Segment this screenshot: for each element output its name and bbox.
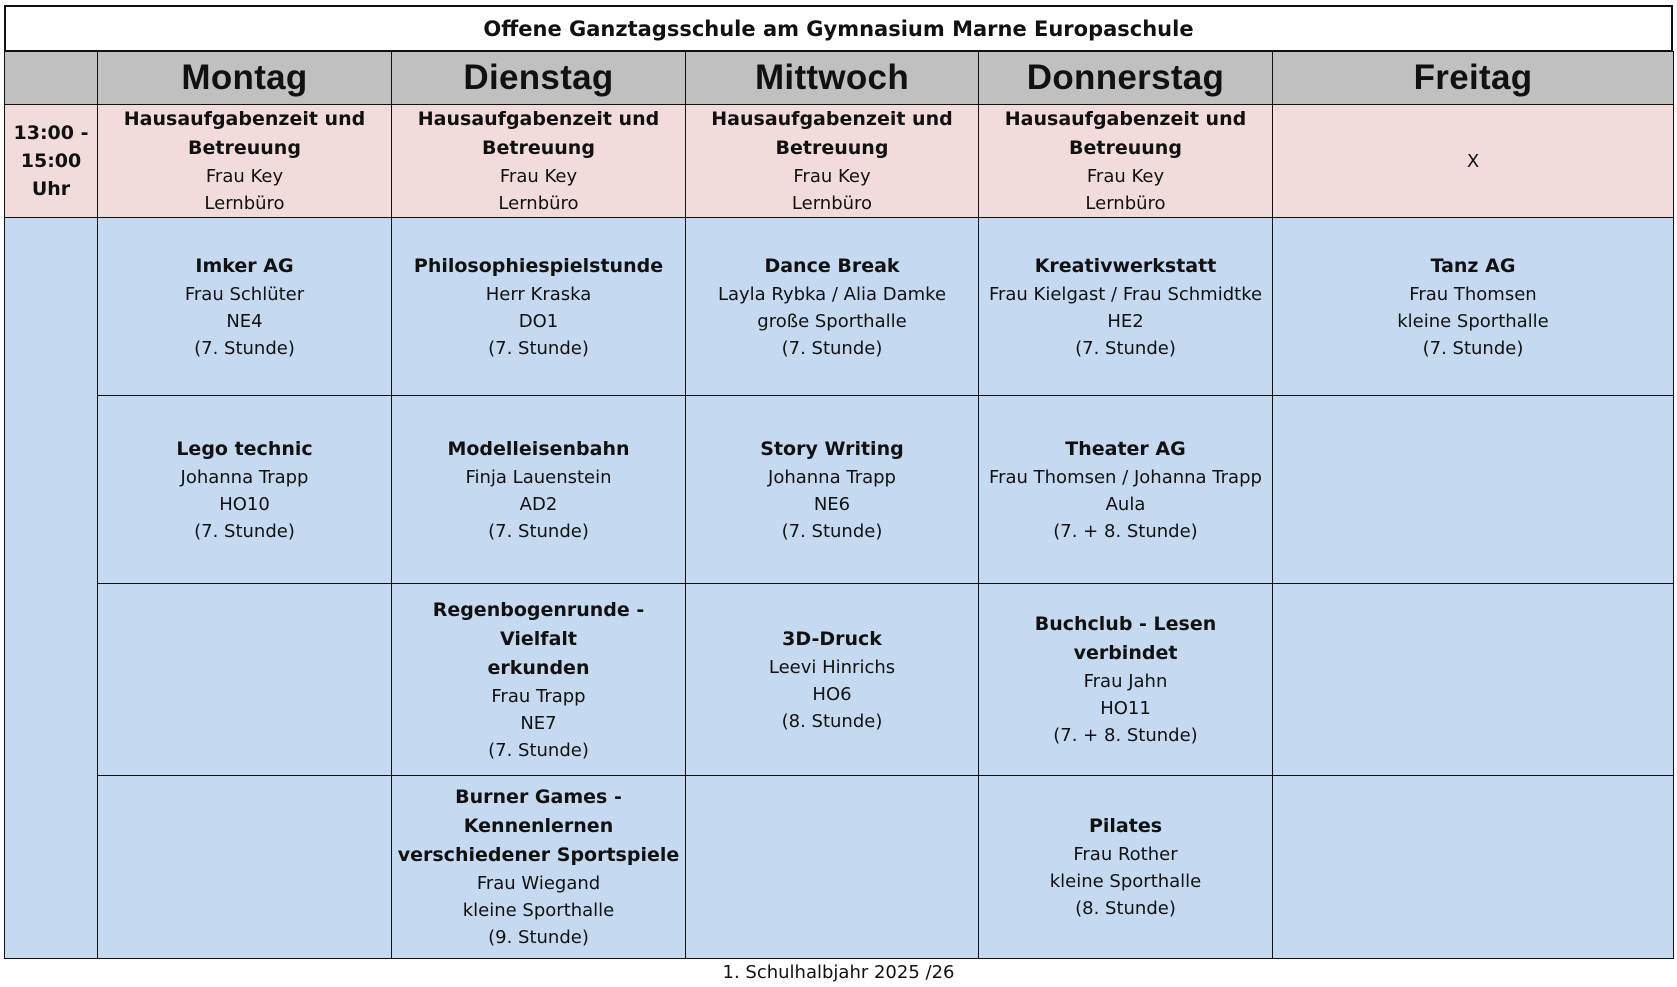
activity-room: NE7 [520,712,557,734]
activity-cell [392,396,686,584]
activity-teacher: Frau Thomsen / Johanna Trapp [989,466,1262,488]
activity-time: (8. Stunde) [781,710,883,732]
activity-cell [979,396,1273,584]
activity-cell [686,396,979,584]
activity-time: (8. Stunde) [1075,898,1176,919]
activity-teacher: Frau Trapp [491,685,586,707]
activity-teacher: Johanna Trapp [768,466,896,488]
activity-teacher: Leevi Hinrichs [768,656,896,678]
activity-cell [979,584,1273,776]
homework-cell-wednesday [686,105,979,218]
activity-room: NE6 [813,493,851,515]
day-header-monday: Montag [98,52,392,105]
time-slot-label [5,105,98,218]
day-header-friday: Freitag [1273,52,1674,105]
homework-title-cont: Betreuung [775,137,889,159]
activity-title: Buchclub - Lesen verbindet [1034,613,1217,664]
activity-time: (9. Stunde) [488,927,589,948]
homework-room: Lernbüro [1085,193,1166,214]
homework-cell-friday [1273,105,1674,218]
activity-title: Philosophiespielstunde [413,254,664,277]
activity-time: (7. Stunde) [194,520,295,542]
activity-room: kleine Sporthalle [462,900,615,921]
activity-title: Lego technic [176,437,313,460]
homework-teacher: Frau Key [1086,166,1165,187]
activity-teacher: Layla Rybka / Alia Damke [717,283,947,305]
homework-cell-monday [98,105,392,218]
day-header-wednesday: Mittwoch [686,52,979,105]
activity-cell [979,776,1273,959]
activity-time: (7. Stunde) [488,520,589,542]
homework-title: Hausaufgabenzeit und [1004,108,1247,130]
activity-title: Modelleisenbahn [447,437,630,460]
activity-title: 3D-Druck [782,627,882,650]
homework-title: Hausaufgabenzeit und [417,108,660,130]
homework-row [5,105,1674,218]
activity-cell [979,218,1273,396]
activity-row [5,218,1674,396]
activity-room: kleine Sporthalle [1049,871,1202,892]
day-header-thursday: Donnerstag [979,52,1273,105]
activity-time: (7. Stunde) [781,337,883,359]
activity-title: Pilates [1088,815,1163,837]
activity-time: (7. + 8. Stunde) [1053,725,1198,746]
activity-teacher: Frau Rother [1073,844,1178,865]
activity-cell [392,218,686,396]
activity-title: Burner Games - Kennenlernen [455,786,622,837]
activity-title: Story Writing [760,437,904,460]
timetable [4,51,1674,959]
activity-room: große Sporthalle [757,310,907,332]
timetable-page [4,5,1673,959]
activity-time: (7. Stunde) [781,520,883,542]
activity-title: Theater AG [1065,437,1186,460]
activity-cell [98,396,392,584]
homework-room: Lernbüro [498,193,579,214]
activity-title-cont: verschiedener Sportspiele [397,844,680,866]
activity-row [5,776,1674,959]
day-header-row [5,52,1674,105]
activity-room: HO6 [812,683,852,705]
activity-teacher: Herr Kraska [485,283,592,305]
activity-room: DO1 [518,310,559,332]
homework-room: Lernbüro [791,193,873,214]
time-start: 13:00 - [13,122,89,144]
activity-cell [98,218,392,396]
activity-time: (7. + 8. Stunde) [1053,520,1198,542]
activity-teacher: Frau Kielgast / Frau Schmidtke [988,283,1263,305]
time-end: 15:00 Uhr [20,150,82,200]
homework-title: Hausaufgabenzeit und [123,108,366,130]
activity-teacher: Frau Thomsen [1409,283,1537,305]
activity-title-cont: erkunden [487,656,590,679]
activity-room: AD2 [519,493,558,515]
activity-title: Regenbogenrunde - Vielfalt [432,598,645,650]
empty-activity-cell [1273,396,1674,584]
homework-cell-thursday [979,105,1273,218]
homework-title-cont: Betreuung [1069,137,1182,159]
activity-time: (7. Stunde) [488,739,589,761]
activity-teacher: Johanna Trapp [180,466,309,488]
empty-activity-cell [98,776,392,959]
activity-room: HO11 [1100,698,1151,719]
semester-footer: 1. Schulhalbjahr 2025 /26 [722,962,955,983]
activity-cell [1273,218,1674,396]
activity-time: (7. Stunde) [1422,337,1524,359]
activity-teacher: Frau Schlüter [184,283,305,305]
activity-cell [686,218,979,396]
activity-teacher: Finja Lauenstein [465,466,612,488]
empty-activity-cell [98,584,392,776]
activity-title: Dance Break [764,254,900,277]
homework-title-cont: Betreuung [188,137,301,159]
activity-title: Kreativwerkstatt [1034,254,1217,277]
activity-cell [392,584,686,776]
activity-room: kleine Sporthalle [1397,310,1549,332]
activity-teacher: Frau Wiegand [476,873,601,894]
activity-title: Tanz AG [1430,254,1516,277]
homework-teacher: Frau Key [793,166,871,187]
activity-row [5,396,1674,584]
empty-activity-cell [686,776,979,959]
no-homework-mark: X [1466,150,1480,172]
activity-time: (7. Stunde) [194,337,295,359]
time-column-empty [5,218,98,959]
homework-cell-tuesday [392,105,686,218]
empty-activity-cell [1273,584,1674,776]
activity-room: NE4 [226,310,263,332]
day-header-tuesday: Dienstag [392,52,686,105]
activity-time: (7. Stunde) [1075,337,1176,359]
empty-activity-cell [1273,776,1674,959]
activity-cell [686,584,979,776]
activity-teacher: Frau Jahn [1083,671,1168,692]
activity-room: Aula [1105,493,1146,515]
activity-cell [392,776,686,959]
homework-title: Hausaufgabenzeit und [711,108,953,130]
activity-room: HO10 [219,493,270,515]
activity-room: HE2 [1107,310,1144,332]
homework-teacher: Frau Key [205,166,284,187]
page-title: Offene Ganztagsschule am Gymnasium Marne Europaschule [4,5,1673,52]
homework-title-cont: Betreuung [482,137,595,159]
corner-cell [5,52,98,105]
activity-title: Imker AG [195,254,294,277]
activity-time: (7. Stunde) [488,337,589,359]
homework-teacher: Frau Key [499,166,578,187]
homework-room: Lernbüro [204,193,285,214]
activity-row [5,584,1674,776]
